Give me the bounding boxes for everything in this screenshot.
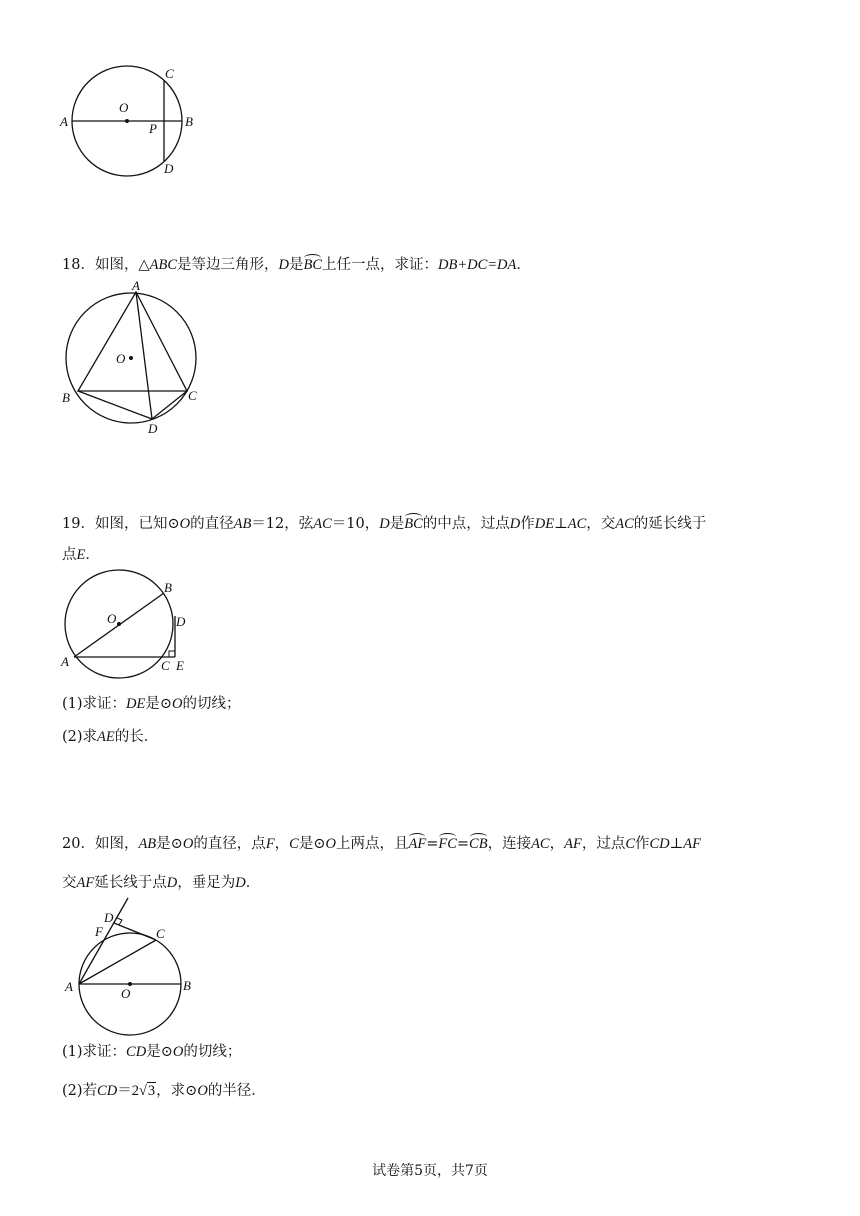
- label-a: A: [65, 979, 73, 994]
- arc-af: AF: [408, 832, 426, 852]
- page-footer: 试卷第5页，共7页: [372, 1163, 488, 1179]
- question-20-part2: (2)若CD＝2√3，求⊙O的半径．: [62, 1083, 266, 1099]
- label-o: O: [107, 611, 117, 626]
- question-20: 20．如图，AB是⊙O的直径，点F，C是⊙O上两点，且AF=FC=CB，连接AC，AF，过点C作CD⊥AF: [62, 832, 701, 854]
- label-p: P: [149, 121, 157, 136]
- figure-17: [58, 62, 198, 182]
- arc-fc: FC: [438, 832, 457, 852]
- label-f: F: [95, 924, 103, 939]
- label-b: B: [183, 978, 191, 993]
- question-number: 18．: [62, 257, 95, 273]
- label-o: O: [121, 986, 131, 1001]
- arc-cb: CB: [469, 832, 488, 852]
- label-c: C: [165, 66, 174, 81]
- segment-cd: [114, 923, 156, 940]
- label-d: D: [176, 614, 186, 629]
- question-18: 18．如图，△ABC是等边三角形，D是BC上任一点，求证：DB+DC=DA．: [62, 253, 531, 275]
- label-b: B: [62, 390, 70, 405]
- center-dot: [125, 119, 129, 123]
- question-20-line2: 交AF延长线于点D，垂足为D．: [62, 875, 261, 891]
- question-19-part2: (2)求AE的长．: [62, 729, 159, 745]
- label-a: A: [60, 114, 68, 129]
- arc-bc: BC: [303, 253, 322, 273]
- question-19-part1: (1)求证：DE是⊙O的切线；: [62, 696, 241, 712]
- center-dot: [117, 622, 121, 626]
- segment-ad: [136, 292, 152, 419]
- arc-bc: BC: [404, 512, 423, 532]
- center-dot: [129, 356, 133, 360]
- label-d: D: [164, 161, 174, 176]
- label-c: C: [188, 388, 197, 403]
- question-20-part1: (1)求证：CD是⊙O的切线；: [62, 1044, 242, 1060]
- label-c: C: [161, 658, 170, 673]
- label-e: E: [176, 658, 184, 673]
- figure-19: [58, 566, 198, 676]
- label-d: D: [104, 910, 114, 925]
- segment-ac: [79, 940, 156, 984]
- label-o: O: [119, 100, 129, 115]
- figure-18: [58, 280, 208, 440]
- right-angle-mark: [169, 651, 175, 657]
- segment-cd: [152, 391, 187, 419]
- label-b: B: [185, 114, 193, 129]
- sqrt-expression: 2√3: [131, 1083, 156, 1099]
- label-c: C: [156, 926, 165, 941]
- label-d: D: [148, 421, 158, 436]
- label-b: B: [164, 580, 172, 595]
- label-a: A: [61, 654, 69, 669]
- label-a: A: [132, 278, 140, 293]
- label-o: O: [116, 351, 126, 366]
- question-19: 19．如图，已知⊙O的直径AB＝12，弦AC＝10，D是BC的中点，过点D作DE⊥AC，交AC的延长线于: [62, 512, 706, 534]
- question-19-line2: 点E．: [62, 547, 100, 563]
- segment-bd: [78, 391, 152, 419]
- figure-20: [58, 896, 208, 1038]
